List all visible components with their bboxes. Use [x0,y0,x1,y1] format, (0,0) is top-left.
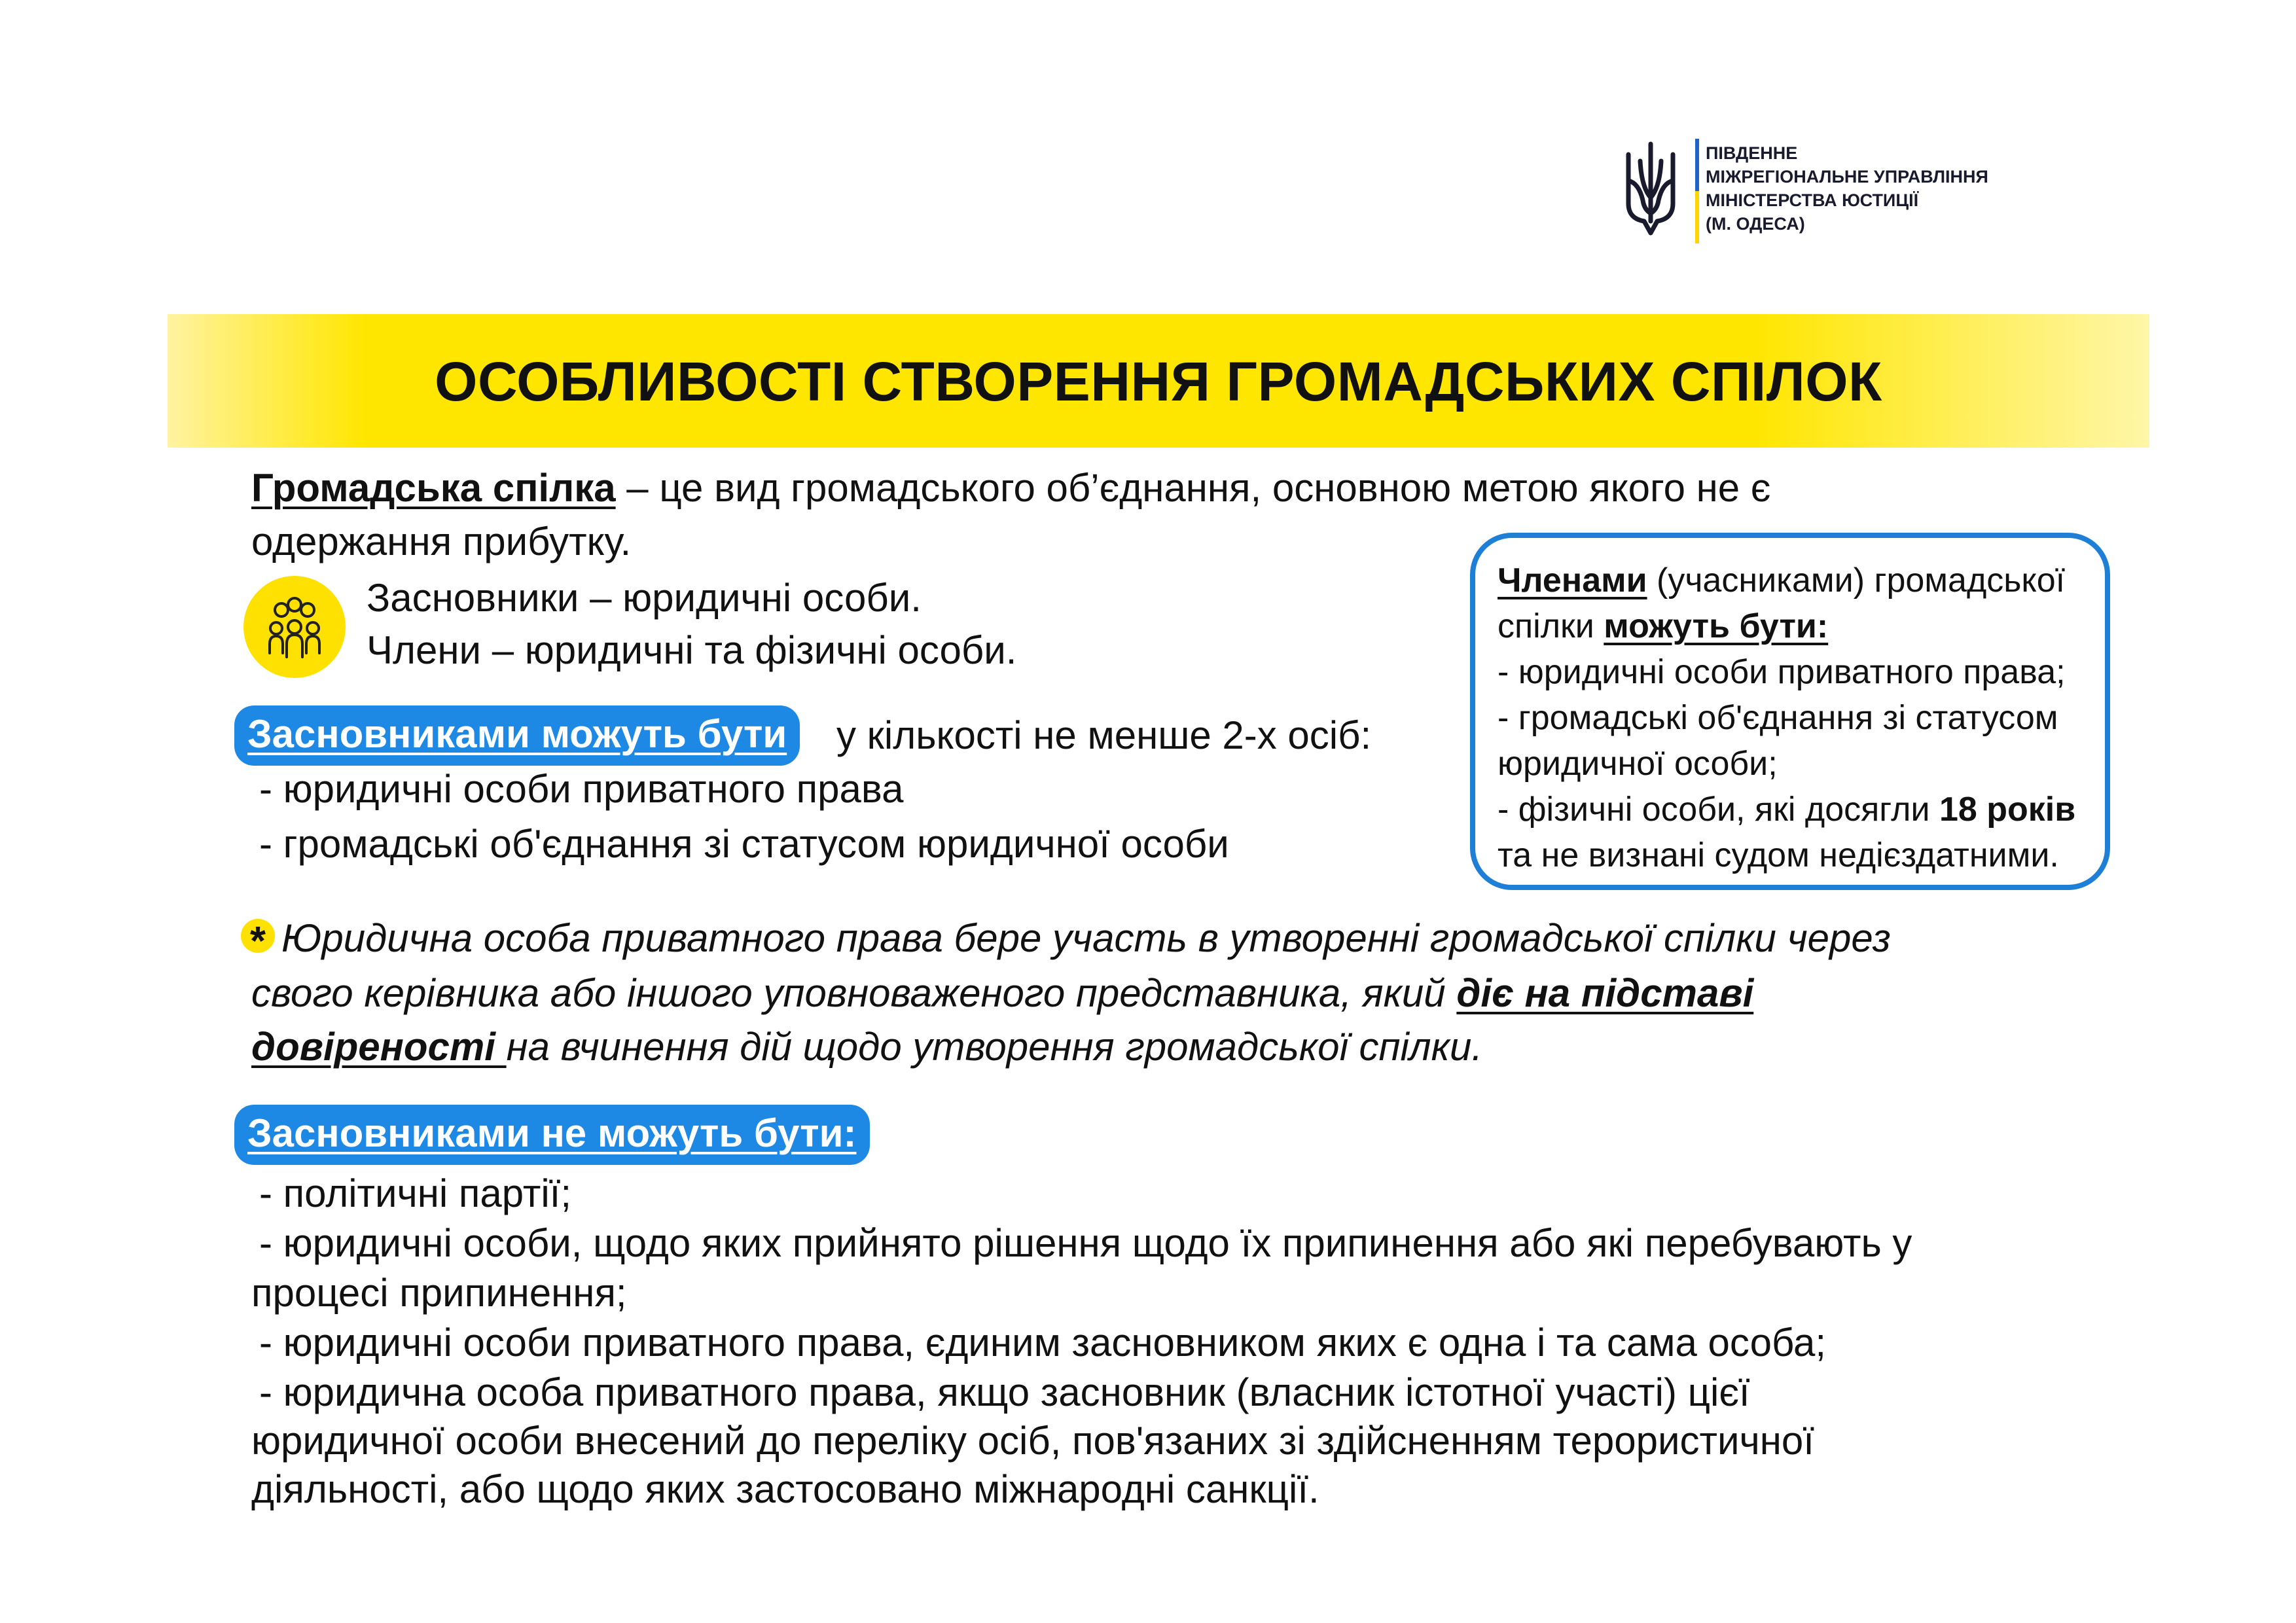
note-line [251,967,1753,1020]
members-box-text: спілки [1498,607,1604,645]
ministry-name-line: МІНІСТЕРСТВА ЮСТИЦІЇ [1706,190,1919,210]
flag-bars [1695,139,1699,243]
members-box-term: Членами [1498,562,1647,599]
page-title: ОСОБЛИВОСТІ СТВОРЕННЯ ГРОМАДСЬКИХ СПІЛОК [435,351,1882,412]
list-item-continuation: юридичної особи внесений до переліку осіб, пов'язаних зі здійсненням терористичної [251,1419,1814,1463]
definition-line [251,462,1770,514]
note-text: свого керівника або іншого уповноваженого представника, який [251,971,1457,1015]
list-item-continuation: процесі припинення; [251,1271,627,1315]
members-box-line: та не визнані судом недієздатними. [1498,836,2059,874]
founders-can-condition: у кількості не менше 2-х осіб: [836,713,1372,757]
ministry-name-line: (М. ОДЕСА) [1706,214,1805,234]
list-item: - юридичні особи приватного права [259,767,904,811]
ministry-name-line: МІЖРЕГІОНАЛЬНЕ УПРАВЛІННЯ [1706,167,1988,187]
note-emphasis: діє на підставі [1456,971,1754,1015]
members-box-term: можуть бути: [1604,607,1829,645]
founders-can-text: Засновниками можуть бути [247,712,787,756]
note-emphasis: довіреності [251,1025,507,1069]
people-group-icon [243,576,346,678]
title-banner [168,314,2149,448]
members-box-text: - фізичні особи, які досягли [1498,791,1939,829]
ministry-logo [1622,139,2054,243]
ministry-name-line: ПІВДЕННЕ [1706,143,1798,163]
note-line: Юридична особа приватного права бере участь в утворенні громадської спілки через [281,916,1891,960]
members-box-line [1498,558,2065,603]
members-box-text: (учасниками) громадської [1647,562,2066,599]
members-box-line [1498,787,2075,832]
trident-emblem-icon [1622,141,1679,240]
members-box-term: 18 років [1939,791,2076,829]
members-box-line: юридичної особи; [1498,745,1778,783]
founders-can-label [234,705,800,766]
members-box-line: - громадські об'єднання зі статусом [1498,699,2058,737]
founders-cannot-label [234,1105,870,1165]
list-item: - політичні партії; [259,1171,571,1215]
asterisk-marker-icon: * [241,919,275,953]
members-box-line [1498,603,1828,649]
founders-cannot-text: Засновниками не можуть бути: [247,1111,857,1155]
members-statement: Члени – юридичні та фізичні особи. [367,628,1017,672]
ministry-name [1706,141,1988,236]
definition-line: одержання прибутку. [251,520,632,563]
members-info-box [1470,533,2110,890]
note-text: на вчинення дій щодо утворення громадської спілки. [506,1025,1483,1069]
founders-statement: Засновники – юридичні особи. [367,576,922,620]
list-item: - юридичні особи, щодо яких прийнято рішення щодо їх припинення або які перебувають у [259,1221,1912,1265]
definition-text: – це вид громадського об’єднання, основною метою якого не є [615,466,1771,510]
list-item: - громадські об'єднання зі статусом юридичної особи [259,822,1229,866]
note-line [251,1021,1482,1073]
list-item: - юридичні особи приватного права, єдиним засновником яких є одна і та сама особа; [259,1321,1826,1364]
members-box-line: - юридичні особи приватного права; [1498,653,2066,691]
definition-term: Громадська спілка [251,466,616,510]
list-item-continuation: діяльності, або щодо яких застосовано міжнародні санкції. [251,1467,1319,1511]
list-item: - юридична особа приватного права, якщо засновник (власник істотної участі) цієї [259,1370,1750,1414]
